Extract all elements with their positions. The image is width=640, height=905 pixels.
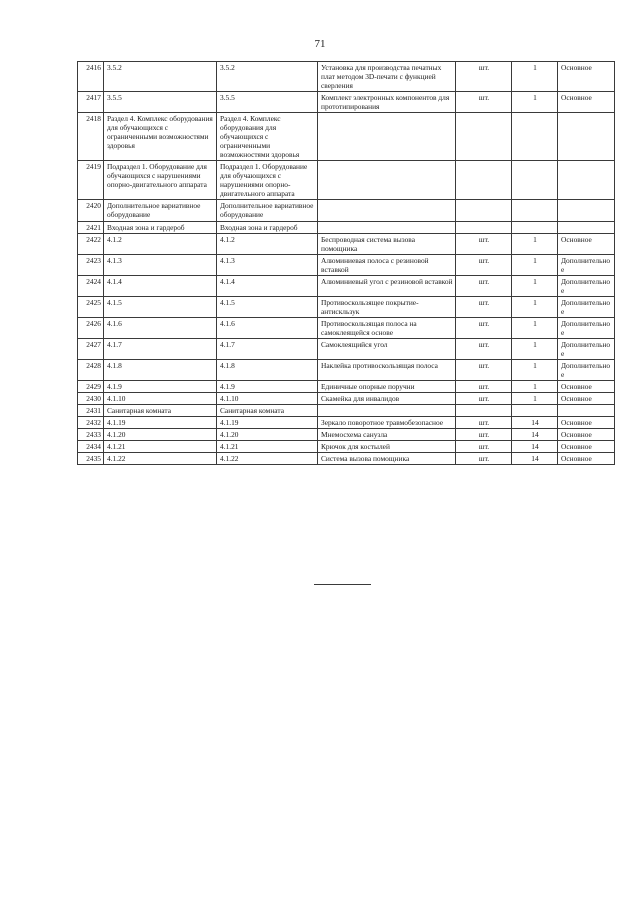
item-code: 4.1.22	[104, 453, 217, 465]
table-row	[78, 429, 615, 441]
item-code: Подраздел 1. Оборудование для обучающихся с нарушениями опорно-двигательного аппарата	[104, 161, 217, 200]
item-code-ref: 4.1.6	[217, 317, 318, 338]
item-name: Самоклеящийся угол	[318, 338, 456, 359]
row-number: 2426	[78, 317, 104, 338]
item-name: Алюминиевая полоса с резиновой вставкой	[318, 254, 456, 275]
item-type: Дополнительное	[558, 317, 615, 338]
row-number: 2424	[78, 275, 104, 296]
item-code: Дополнительное вариативное оборудование	[104, 200, 217, 221]
table-row	[78, 417, 615, 429]
item-unit: шт.	[456, 275, 512, 296]
item-code-ref: 4.1.7	[217, 338, 318, 359]
item-type: Дополнительное	[558, 359, 615, 380]
item-quantity: 1	[512, 233, 558, 254]
table-row	[78, 254, 615, 275]
item-type: Дополнительное	[558, 338, 615, 359]
item-type	[558, 161, 615, 200]
item-name	[318, 200, 456, 221]
row-number: 2435	[78, 453, 104, 465]
item-name: Установка для производства печатных плат методом 3D-печати с функцией сверления	[318, 62, 456, 92]
item-type: Дополнительное	[558, 254, 615, 275]
item-quantity: 1	[512, 380, 558, 392]
item-code: 4.1.9	[104, 380, 217, 392]
item-unit: шт.	[456, 92, 512, 113]
row-number: 2423	[78, 254, 104, 275]
item-unit: шт.	[456, 453, 512, 465]
item-unit: шт.	[456, 233, 512, 254]
item-name: Единичные опорные поручни	[318, 380, 456, 392]
item-name: Беспроводная система вызова помощника	[318, 233, 456, 254]
item-type	[558, 405, 615, 417]
table-row	[78, 221, 615, 233]
item-name	[318, 221, 456, 233]
table-row	[78, 200, 615, 221]
row-number: 2416	[78, 62, 104, 92]
table-row	[78, 296, 615, 317]
item-code-ref: Санитарная комната	[217, 405, 318, 417]
item-code-ref: 3.5.2	[217, 62, 318, 92]
item-code: 4.1.6	[104, 317, 217, 338]
item-unit	[456, 161, 512, 200]
item-type: Основное	[558, 62, 615, 92]
item-type: Основное	[558, 380, 615, 392]
row-number: 2430	[78, 393, 104, 405]
item-code-ref: 4.1.10	[217, 393, 318, 405]
row-number: 2427	[78, 338, 104, 359]
row-number: 2433	[78, 429, 104, 441]
item-code: 4.1.10	[104, 393, 217, 405]
item-code-ref: 4.1.20	[217, 429, 318, 441]
item-code-ref: 4.1.9	[217, 380, 318, 392]
item-code-ref: 4.1.4	[217, 275, 318, 296]
item-code-ref: 4.1.21	[217, 441, 318, 453]
table-row	[78, 317, 615, 338]
item-name	[318, 113, 456, 161]
row-number: 2418	[78, 113, 104, 161]
item-unit: шт.	[456, 441, 512, 453]
item-unit: шт.	[456, 62, 512, 92]
item-quantity	[512, 200, 558, 221]
item-code: Входная зона и гардероб	[104, 221, 217, 233]
item-code-ref: 4.1.3	[217, 254, 318, 275]
row-number: 2420	[78, 200, 104, 221]
table-row	[78, 405, 615, 417]
item-code-ref: Входная зона и гардероб	[217, 221, 318, 233]
row-number: 2421	[78, 221, 104, 233]
item-quantity: 14	[512, 417, 558, 429]
table-row	[78, 380, 615, 392]
item-name: Мнемосхема санузла	[318, 429, 456, 441]
row-number: 2434	[78, 441, 104, 453]
item-quantity: 14	[512, 441, 558, 453]
row-number: 2425	[78, 296, 104, 317]
row-number: 2422	[78, 233, 104, 254]
item-type: Дополнительное	[558, 296, 615, 317]
item-quantity	[512, 221, 558, 233]
item-quantity	[512, 405, 558, 417]
item-type: Основное	[558, 453, 615, 465]
page-number: 71	[314, 38, 326, 50]
item-quantity: 1	[512, 92, 558, 113]
item-quantity: 1	[512, 254, 558, 275]
item-unit	[456, 221, 512, 233]
item-unit: шт.	[456, 254, 512, 275]
item-name	[318, 405, 456, 417]
item-code: 4.1.20	[104, 429, 217, 441]
table-row	[78, 161, 615, 200]
equipment-table	[77, 61, 615, 465]
table-row	[78, 338, 615, 359]
item-type: Основное	[558, 92, 615, 113]
item-type: Основное	[558, 417, 615, 429]
item-unit	[456, 113, 512, 161]
item-name: Зеркало поворотное травмобезопасное	[318, 417, 456, 429]
item-code: 4.1.4	[104, 275, 217, 296]
item-type: Дополнительное	[558, 275, 615, 296]
item-code: 4.1.2	[104, 233, 217, 254]
item-unit	[456, 405, 512, 417]
item-quantity: 1	[512, 359, 558, 380]
item-unit	[456, 200, 512, 221]
item-type	[558, 113, 615, 161]
table-row	[78, 453, 615, 465]
item-name: Комплект электронных компонентов для прототипирования	[318, 92, 456, 113]
table-row	[78, 62, 615, 92]
item-quantity: 14	[512, 429, 558, 441]
item-quantity: 1	[512, 338, 558, 359]
item-code: Санитарная комната	[104, 405, 217, 417]
item-unit: шт.	[456, 317, 512, 338]
item-unit: шт.	[456, 429, 512, 441]
item-code-ref: 4.1.5	[217, 296, 318, 317]
item-code-ref: Подраздел 1. Оборудование для обучающихся с нарушениями опорно-двигательного аппарата	[217, 161, 318, 200]
item-code-ref: 3.5.5	[217, 92, 318, 113]
item-quantity: 1	[512, 296, 558, 317]
item-quantity	[512, 161, 558, 200]
item-quantity	[512, 113, 558, 161]
table-row	[78, 393, 615, 405]
item-unit: шт.	[456, 380, 512, 392]
item-code-ref: Дополнительное вариативное оборудование	[217, 200, 318, 221]
item-type: Основное	[558, 441, 615, 453]
item-code: 4.1.21	[104, 441, 217, 453]
item-code-ref: Раздел 4. Комплекс оборудования для обучающихся с ограниченными возможностями здоровья	[217, 113, 318, 161]
item-name: Противоскользящее покрытие-антискльзук	[318, 296, 456, 317]
item-code-ref: 4.1.19	[217, 417, 318, 429]
item-name: Система вызова помощника	[318, 453, 456, 465]
row-number: 2431	[78, 405, 104, 417]
item-name: Алюминиевый угол с резиновой вставкой	[318, 275, 456, 296]
item-code: 4.1.3	[104, 254, 217, 275]
item-name	[318, 161, 456, 200]
item-code: 4.1.19	[104, 417, 217, 429]
table-row	[78, 92, 615, 113]
table-row	[78, 441, 615, 453]
item-type	[558, 221, 615, 233]
item-quantity: 1	[512, 317, 558, 338]
row-number: 2419	[78, 161, 104, 200]
item-unit: шт.	[456, 359, 512, 380]
item-type	[558, 200, 615, 221]
table-row	[78, 113, 615, 161]
item-name: Наклейка противоскользящая полоса	[318, 359, 456, 380]
item-name: Противоскользящая полоса на самоклеящейся основе	[318, 317, 456, 338]
item-unit: шт.	[456, 338, 512, 359]
item-name: Крючок для костылей	[318, 441, 456, 453]
table-row	[78, 275, 615, 296]
item-quantity: 14	[512, 453, 558, 465]
item-code: Раздел 4. Комплекс оборудования для обучающихся с ограниченными возможностями здоровья	[104, 113, 217, 161]
item-code-ref: 4.1.22	[217, 453, 318, 465]
item-quantity: 1	[512, 393, 558, 405]
row-number: 2428	[78, 359, 104, 380]
item-code: 4.1.7	[104, 338, 217, 359]
item-quantity: 1	[512, 62, 558, 92]
item-code-ref: 4.1.8	[217, 359, 318, 380]
table-row	[78, 233, 615, 254]
item-code: 3.5.5	[104, 92, 217, 113]
row-number: 2432	[78, 417, 104, 429]
item-type: Основное	[558, 429, 615, 441]
item-code-ref: 4.1.2	[217, 233, 318, 254]
item-unit: шт.	[456, 296, 512, 317]
item-type: Основное	[558, 393, 615, 405]
item-type: Основное	[558, 233, 615, 254]
item-name: Скамейка для инвалидов	[318, 393, 456, 405]
row-number: 2429	[78, 380, 104, 392]
row-number: 2417	[78, 92, 104, 113]
item-code: 4.1.8	[104, 359, 217, 380]
item-unit: шт.	[456, 417, 512, 429]
item-code: 3.5.2	[104, 62, 217, 92]
table-row	[78, 359, 615, 380]
item-quantity: 1	[512, 275, 558, 296]
item-code: 4.1.5	[104, 296, 217, 317]
item-unit: шт.	[456, 393, 512, 405]
end-of-section-rule	[314, 584, 371, 585]
